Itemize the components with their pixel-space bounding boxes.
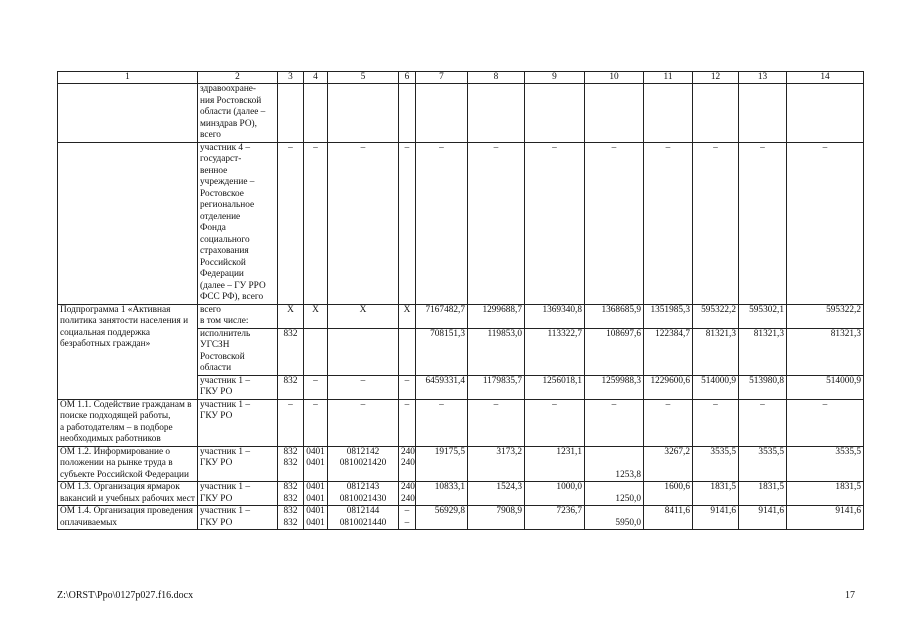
amount-cell: 514000,9 (693, 375, 739, 399)
amount-cell: 1259988,3 (585, 375, 644, 399)
grbs-cell: 832 (278, 375, 304, 399)
amount-cell: – (416, 142, 468, 304)
header-row (58, 72, 864, 84)
participant-cell: участник 4 – государст- венное учреждение – Ростовское региональное отделение Фонда социального страхования Российской Федерации (далее – ГУ РРО ФСС РФ), всего (198, 142, 278, 304)
amount-cell: – (644, 142, 693, 304)
amount-cell: 3267,2 (644, 446, 693, 482)
header-cell: 14 (787, 72, 864, 84)
grbs-cell: 832 832 (278, 446, 304, 482)
amount-cell (693, 84, 739, 143)
amount-cell: – (468, 142, 525, 304)
amount-cell: 119853,0 (468, 328, 525, 375)
amount-cell: 113322,7 (525, 328, 585, 375)
footer-file-path: Z:\ORST\Ppo\0127p027.f16.docx (57, 590, 194, 601)
rzpr-cell: 0401 0401 (304, 506, 328, 530)
csr-cell: – (328, 142, 399, 304)
amount-cell: 56929,8 (416, 506, 468, 530)
vr-cell: – (399, 399, 416, 446)
amount-cell: 1299688,7 (468, 304, 525, 328)
budget-table (57, 71, 864, 530)
amount-cell: 595322,2 (693, 304, 739, 328)
table-row (58, 482, 864, 506)
amount-cell: 8411,6 (644, 506, 693, 530)
amount-cell (739, 84, 787, 143)
amount-cell: – (787, 399, 864, 446)
table-row (58, 446, 864, 482)
amount-cell: – (787, 142, 864, 304)
amount-cell: – (739, 142, 787, 304)
footer-page-number: 17 (845, 590, 855, 601)
amount-cell: 1231,1 (525, 446, 585, 482)
participant-cell: участник 1 – ГКУ РО (198, 482, 278, 506)
amount-cell: 1369340,8 (525, 304, 585, 328)
amount-cell: – (416, 399, 468, 446)
amount-cell: 19175,5 (416, 446, 468, 482)
amount-cell: 3535,5 (787, 446, 864, 482)
participant-cell: участник 1 – ГКУ РО (198, 446, 278, 482)
program-cell: ОМ 1.2. Информирование о положении на рынке труда в субъекте Российской Федерации (58, 446, 198, 482)
header-cell: 10 (585, 72, 644, 84)
header-cell: 5 (328, 72, 399, 84)
amount-cell: 1250,0 (585, 482, 644, 506)
amount-cell: 9141,6 (693, 506, 739, 530)
vr-cell: 240 240 (399, 446, 416, 482)
grbs-cell: X (278, 304, 304, 328)
amount-cell: 1179835,7 (468, 375, 525, 399)
amount-cell (585, 84, 644, 143)
amount-cell: 6459331,4 (416, 375, 468, 399)
program-cell (58, 142, 198, 304)
amount-cell: 81321,3 (787, 328, 864, 375)
amount-cell: 108697,6 (585, 328, 644, 375)
rzpr-cell (304, 84, 328, 143)
table-row (58, 399, 864, 446)
vr-cell (399, 328, 416, 375)
amount-cell: 1000,0 (525, 482, 585, 506)
participant-cell: участник 1 – ГКУ РО (198, 506, 278, 530)
csr-cell: – (328, 375, 399, 399)
amount-cell (787, 84, 864, 143)
amount-cell: 1368685,9 (585, 304, 644, 328)
amount-cell: – (693, 399, 739, 446)
amount-cell: 3173,2 (468, 446, 525, 482)
amount-cell: 708151,3 (416, 328, 468, 375)
header-cell: 6 (399, 72, 416, 84)
amount-cell: – (644, 399, 693, 446)
amount-cell: 5950,0 (585, 506, 644, 530)
amount-cell: 595302,1 (739, 304, 787, 328)
participant-cell: участник 1 – ГКУ РО (198, 375, 278, 399)
program-cell: ОМ 1.3. Организация ярмарок вакансий и учебных рабочих мест (58, 482, 198, 506)
vr-cell: – (399, 375, 416, 399)
amount-cell: – (525, 142, 585, 304)
amount-cell: 1831,5 (739, 482, 787, 506)
rzpr-cell: – (304, 142, 328, 304)
csr-cell: – (328, 399, 399, 446)
vr-cell: – (399, 142, 416, 304)
amount-cell: 122384,7 (644, 328, 693, 375)
amount-cell: – (693, 142, 739, 304)
header-cell: 11 (644, 72, 693, 84)
csr-cell (328, 84, 399, 143)
amount-cell: – (739, 399, 787, 446)
amount-cell (416, 84, 468, 143)
csr-cell (328, 328, 399, 375)
header-cell: 7 (416, 72, 468, 84)
amount-cell: 7908,9 (468, 506, 525, 530)
vr-cell (399, 84, 416, 143)
rzpr-cell: – (304, 399, 328, 446)
amount-cell: 1831,5 (693, 482, 739, 506)
program-cell: ОМ 1.1. Содействие гражданам в поиске подходящей работы, а работодателям – в подборе необходимых работников (58, 399, 198, 446)
rzpr-cell: – (304, 375, 328, 399)
grbs-cell: 832 832 (278, 506, 304, 530)
amount-cell: 595322,2 (787, 304, 864, 328)
csr-cell: 0812144 0810021440 (328, 506, 399, 530)
amount-cell: 1524,3 (468, 482, 525, 506)
rzpr-cell (304, 328, 328, 375)
header-cell: 3 (278, 72, 304, 84)
amount-cell: – (468, 399, 525, 446)
amount-cell: 7167482,7 (416, 304, 468, 328)
amount-cell (525, 84, 585, 143)
amount-cell: 10833,1 (416, 482, 468, 506)
rzpr-cell: 0401 0401 (304, 482, 328, 506)
amount-cell: – (525, 399, 585, 446)
csr-cell: 0812142 0810021420 (328, 446, 399, 482)
amount-cell: 3535,5 (739, 446, 787, 482)
amount-cell (644, 84, 693, 143)
amount-cell: 1253,8 (585, 446, 644, 482)
table-row (58, 506, 864, 530)
amount-cell: 1229600,6 (644, 375, 693, 399)
table-row (58, 84, 864, 143)
vr-cell: – – (399, 506, 416, 530)
vr-cell: 240 240 (399, 482, 416, 506)
grbs-cell: 832 832 (278, 482, 304, 506)
amount-cell: 7236,7 (525, 506, 585, 530)
amount-cell: 81321,3 (739, 328, 787, 375)
participant-cell: здравоохране- ния Ростовской области (далее – минздрав РО), всего (198, 84, 278, 143)
header-cell: 2 (198, 72, 278, 84)
csr-cell: X (328, 304, 399, 328)
amount-cell: 1351985,3 (644, 304, 693, 328)
participant-cell: исполнитель УГСЗН Ростовской области (198, 328, 278, 375)
amount-cell: 514000,9 (787, 375, 864, 399)
participant-cell: участник 1 – ГКУ РО (198, 399, 278, 446)
table-row (58, 142, 864, 304)
header-cell: 4 (304, 72, 328, 84)
header-cell: 8 (468, 72, 525, 84)
table-row (58, 304, 864, 328)
amount-cell: 1600,6 (644, 482, 693, 506)
participant-cell: всего в том числе: (198, 304, 278, 328)
amount-cell: 513980,8 (739, 375, 787, 399)
rzpr-cell: 0401 0401 (304, 446, 328, 482)
amount-cell (468, 84, 525, 143)
amount-cell: 1256018,1 (525, 375, 585, 399)
grbs-cell: 832 (278, 328, 304, 375)
grbs-cell: – (278, 142, 304, 304)
header-cell: 9 (525, 72, 585, 84)
amount-cell: 9141,6 (739, 506, 787, 530)
program-cell (58, 84, 198, 143)
grbs-cell (278, 84, 304, 143)
csr-cell: 0812143 0810021430 (328, 482, 399, 506)
amount-cell: 1831,5 (787, 482, 864, 506)
amount-cell: 3535,5 (693, 446, 739, 482)
program-cell: Подпрограмма 1 «Активная политика занятости населения и социальная поддержка безработных граждан» (58, 304, 198, 399)
amount-cell: – (585, 142, 644, 304)
grbs-cell: – (278, 399, 304, 446)
amount-cell: 9141,6 (787, 506, 864, 530)
rzpr-cell: X (304, 304, 328, 328)
amount-cell: – (585, 399, 644, 446)
amount-cell: 81321,3 (693, 328, 739, 375)
header-cell: 1 (58, 72, 198, 84)
header-cell: 13 (739, 72, 787, 84)
vr-cell: X (399, 304, 416, 328)
header-cell: 12 (693, 72, 739, 84)
program-cell: ОМ 1.4. Организация проведения оплачиваемых (58, 506, 198, 530)
